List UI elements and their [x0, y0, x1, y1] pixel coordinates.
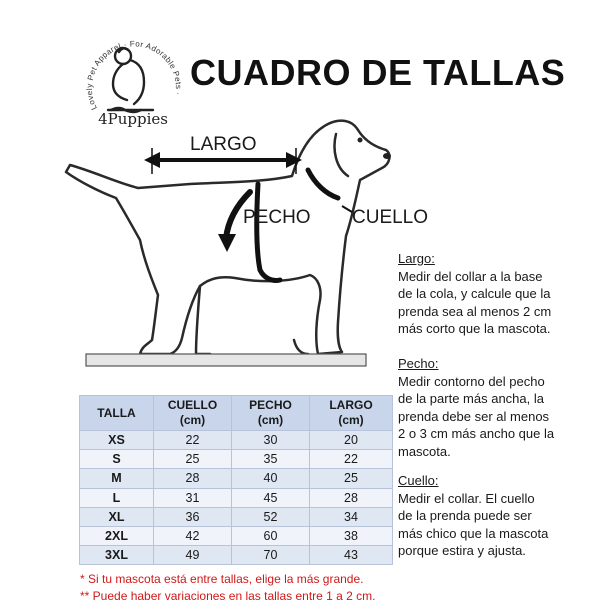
dog-nose [383, 153, 391, 159]
cell-cuello: 31 [154, 488, 232, 507]
dog-eye [358, 138, 363, 143]
instructions-cuello-heading: Cuello: [398, 473, 439, 488]
harness-chest-line [257, 184, 280, 281]
instructions-cuello [398, 472, 603, 560]
table-row [80, 526, 393, 545]
instructions-line: de la cola, y calcule que la [398, 286, 551, 301]
size-table [79, 395, 393, 565]
instructions-line: de la parte más ancha, la [398, 391, 544, 406]
note-size-between: * Si tu mascota está entre tallas, elige la más grande. [80, 572, 364, 586]
cell-largo: 25 [310, 469, 393, 488]
table-row [80, 431, 393, 450]
cell-largo: 38 [310, 526, 393, 545]
cell-talla: 2XL [80, 526, 154, 545]
cell-pecho: 70 [232, 546, 310, 565]
label-pecho: PECHO [243, 207, 311, 228]
diagram-ground [86, 354, 366, 366]
cell-cuello: 28 [154, 469, 232, 488]
logo-arc-text: Lovely Pet Apparel · For Adorable Pets · [84, 39, 184, 112]
instructions-line: más chico que la mascota [398, 525, 549, 541]
cell-pecho: 60 [232, 526, 310, 545]
logo-brand-name: 4Puppies [98, 110, 168, 128]
page-title: CUADRO DE TALLAS [190, 52, 566, 93]
cell-talla: 3XL [80, 546, 154, 565]
cuello-pointer [342, 206, 352, 212]
cell-cuello: 22 [154, 431, 232, 450]
instructions-line: prenda sea al menos 2 cm [398, 303, 552, 319]
instructions-line: mascota. [398, 443, 451, 459]
cell-pecho: 35 [232, 450, 310, 469]
cell-largo: 34 [310, 507, 393, 526]
cell-largo: 43 [310, 546, 393, 565]
instructions-line: Medir el collar. El cuello [398, 490, 535, 506]
header-pecho: PECHO (cm) [232, 396, 310, 431]
instructions-line: más corto que la mascota. [398, 321, 551, 336]
cell-talla: S [80, 450, 154, 469]
label-cuello: CUELLO [352, 207, 429, 228]
instructions-largo-heading: Largo: [398, 251, 435, 266]
cell-pecho: 30 [232, 431, 310, 450]
cell-talla: XS [80, 431, 154, 450]
cell-cuello: 36 [154, 507, 232, 526]
cell-talla: XL [80, 507, 154, 526]
cell-talla: L [80, 488, 154, 507]
instructions-line: porque estira y ajusta. [398, 543, 526, 558]
instructions-line: Medir del collar a la base [398, 268, 543, 284]
instructions-pecho-heading: Pecho: [398, 356, 439, 371]
table-row [80, 469, 393, 488]
cell-cuello: 42 [154, 526, 232, 545]
table-row [80, 488, 393, 507]
header-talla: TALLA [80, 396, 154, 431]
header-cuello: CUELLO (cm) [154, 396, 232, 431]
table-row [80, 546, 393, 565]
cell-cuello: 49 [154, 546, 232, 565]
instructions-line: 2 o 3 cm más ancho que la [398, 426, 555, 441]
instructions-line: Medir contorno del pecho [398, 373, 545, 389]
dog-logo-icon [108, 48, 153, 112]
cell-largo: 20 [310, 431, 393, 450]
cell-talla: M [80, 469, 154, 488]
cell-pecho: 52 [232, 507, 310, 526]
table-row [80, 450, 393, 469]
header-largo: LARGO (cm) [310, 396, 393, 431]
cell-pecho: 45 [232, 488, 310, 507]
note-size-variation: ** Puede haber variaciones en las tallas entre 1 a 2 cm. [80, 589, 376, 603]
cell-largo: 22 [310, 450, 393, 469]
cell-pecho: 40 [232, 469, 310, 488]
collar-line [308, 170, 338, 198]
instructions-line: prenda debe ser al menos [398, 408, 550, 424]
instructions-largo [398, 250, 603, 338]
instructions-line: de la prenda puede ser [398, 508, 532, 523]
label-largo: LARGO [190, 134, 257, 155]
cell-largo: 28 [310, 488, 393, 507]
table-header-row [80, 396, 393, 431]
table-row [80, 507, 393, 526]
cell-cuello: 25 [154, 450, 232, 469]
instructions-pecho [398, 355, 603, 460]
